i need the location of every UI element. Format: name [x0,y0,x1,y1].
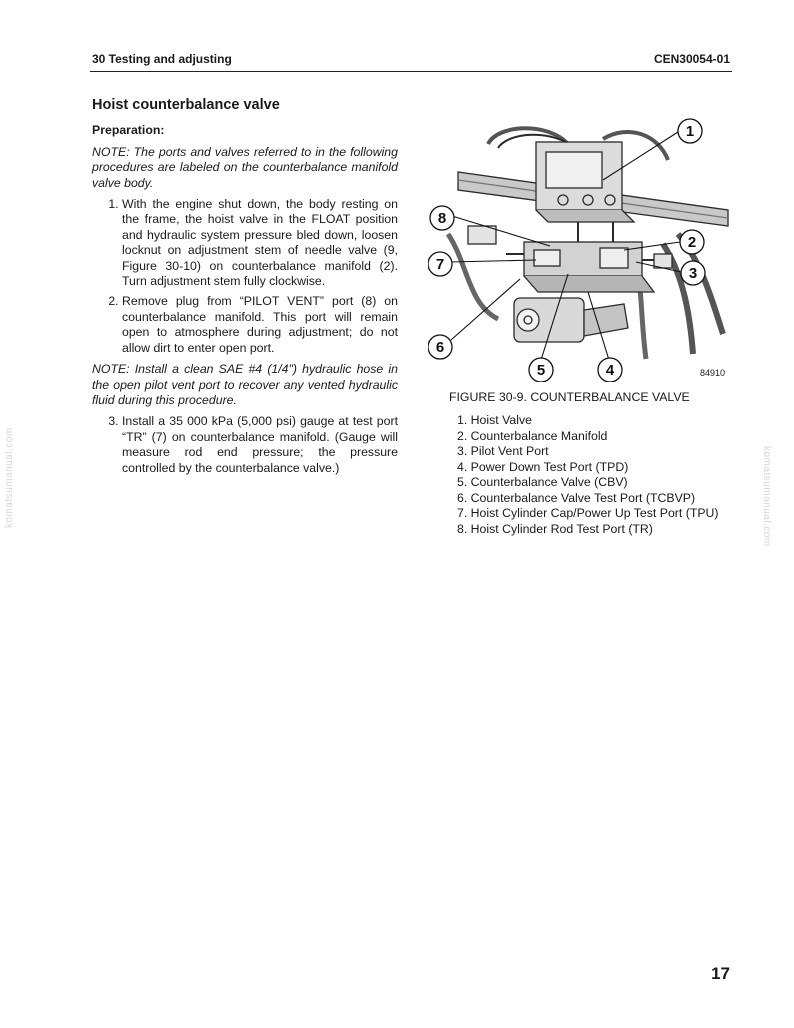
legend-item-3: 3. Pilot Vent Port [457,444,549,458]
step-3: 3. Install a 35 000 kPa (5,000 psi) gauge at test port “TR” (7) on counterbalance manifold. (Gauge will measure rod end pressure; the pressure controlled by the counterbalance valve.) [122,414,398,476]
header-rule [90,71,732,72]
figure-legend [457,413,719,537]
header-doc-code: CEN30054-01 [653,52,730,66]
note-ports: NOTE: The ports and valves referred to in the following procedures are labeled on the counterbalance manifold valve body. [92,144,398,190]
figure-caption: FIGURE 30-9. COUNTERBALANCE VALVE [449,390,690,404]
legend-item-1: 1. Hoist Valve [457,413,532,427]
callout-6 [428,335,452,359]
legend-item-6: 6. Counterbalance Valve Test Port (TCBVP) [457,490,696,505]
svg-text:4: 4 [605,362,615,379]
svg-text:6: 6 [435,339,445,356]
legend-item-2: 2. Counterbalance Manifold [457,428,608,443]
legend-item-4: 4. Power Down Test Port (TPD) [457,459,629,474]
procedure-column [92,98,398,482]
note-hose: NOTE: Install a clean SAE #4 (1/4") hydraulic hose in the open pilot vent port to recover any vented hydraulic fluid during this procedure. [92,362,398,407]
svg-text:5: 5 [536,362,546,379]
valve-illustration [428,114,732,382]
steps-list-part1 [92,197,398,356]
counterbalance-valve-figure [428,114,732,382]
callout-5 [529,358,553,382]
header-section-title: 30 Testing and adjusting [92,52,232,66]
svg-text:3: 3 [688,265,698,282]
callout-3 [681,261,705,285]
callout-8 [430,206,454,230]
figure-image-number: 84910 [700,368,726,378]
svg-text:2: 2 [687,234,697,251]
section-title: Hoist counterbalance valve [92,97,280,113]
step-1: 1. With the engine shut down, the body resting on the frame, the hoist valve in the FLOAT position and hydraulic system pressure bled down, loosen locknut on adjustment stem of needle valve (9, Figure 30-10) on counterbalance manifold (2). Turn adjustment stem fully clockwise. [122,197,398,289]
callout-1 [678,119,702,143]
svg-text:1: 1 [685,123,695,140]
watermark-right: komatsumanual.com [761,446,772,547]
svg-text:7: 7 [435,256,445,273]
step-2: 2. Remove plug from “PILOT VENT” port (8) on counterbalance manifold. This port will remain open to atmosphere during adjustment; do not allow dirt to enter open port. [122,294,398,356]
steps-list-part2 [92,414,398,476]
legend-item-7: 7. Hoist Cylinder Cap/Power Up Test Port (TPU) [457,506,719,520]
callout-7 [428,252,452,276]
preparation-heading: Preparation: [92,123,165,138]
svg-text:8: 8 [437,210,447,227]
legend-item-5: 5. Counterbalance Valve (CBV) [457,475,628,489]
watermark-left: komatsumanual.com [4,427,15,528]
page-number: 17 [711,964,730,983]
legend-item-8: 8. Hoist Cylinder Rod Test Port (TR) [457,521,653,536]
callout-4 [598,358,622,382]
callout-2 [680,230,704,254]
